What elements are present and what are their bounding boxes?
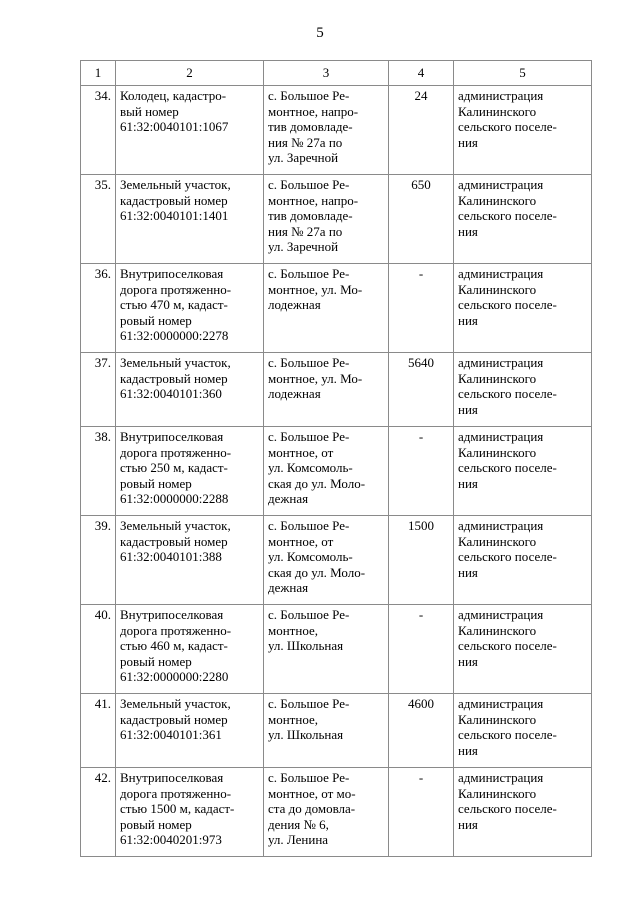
object-name-cell-line: ровый номер [120, 312, 192, 328]
owner-cell-line: ния [458, 816, 478, 832]
owner-cell-line: ния [458, 223, 478, 239]
object-name-cell-line: ровый номер [120, 475, 192, 491]
location-cell-line: дения № 6, [268, 816, 329, 832]
column-header-number: 1 [81, 61, 116, 86]
object-name-cell-line: Внутрипоселковая [120, 266, 224, 281]
owner-cell-line: Калининского [458, 444, 537, 460]
object-name-cell-line: 61:32:0040101:388 [120, 549, 222, 565]
object-name-cell-line: Земельный участок, [120, 696, 231, 711]
object-name-cell-line: 61:32:0040101:360 [120, 386, 222, 402]
owner-cell-line: сельского поселе- [458, 801, 557, 817]
location-cell [264, 768, 389, 857]
owner-cell-line: ния [458, 312, 478, 328]
extent-cell: - [389, 605, 454, 694]
location-cell-line: монтное, от [268, 533, 334, 549]
row-number: 39. [81, 516, 116, 605]
object-name-cell [116, 605, 264, 694]
owner-cell-line: ния [458, 401, 478, 417]
owner-cell-line: администрация [458, 355, 544, 370]
owner-cell-line: администрация [458, 696, 544, 711]
table-row [81, 86, 592, 175]
location-cell-line: ул. Ленина [268, 832, 329, 848]
location-cell-line: с. Большое Ре- [268, 607, 350, 622]
table-header [81, 61, 592, 86]
location-cell [264, 86, 389, 175]
object-name-cell-line: Внутрипоселковая [120, 770, 224, 785]
owner-cell-line: Калининского [458, 192, 537, 208]
object-name-cell-line: дорога протяженно- [120, 281, 232, 297]
row-number: 41. [81, 694, 116, 768]
object-name-cell [116, 264, 264, 353]
row-number: 38. [81, 427, 116, 516]
object-name-cell-line: 61:32:0040101:1401 [120, 208, 229, 224]
object-name-cell [116, 353, 264, 427]
object-name-cell [116, 694, 264, 768]
extent-cell: 1500 [389, 516, 454, 605]
owner-cell-line: ния [458, 475, 478, 491]
location-cell-line: лодежная [268, 297, 321, 313]
row-number: 36. [81, 264, 116, 353]
location-cell-line: с. Большое Ре- [268, 355, 350, 370]
object-name-cell-line: кадастровый номер [120, 711, 228, 727]
object-name-cell-line: Внутрипоселковая [120, 429, 224, 444]
location-cell-line: монтное, напро- [268, 103, 359, 119]
location-cell-line: ул. Школьная [268, 638, 344, 654]
location-cell-line: монтное, ул. Мо- [268, 370, 363, 386]
owner-cell-line: администрация [458, 429, 544, 444]
object-name-cell-line: Земельный участок, [120, 518, 231, 533]
owner-cell [454, 264, 592, 353]
location-cell-line: с. Большое Ре- [268, 177, 350, 192]
object-name-cell-line: ровый номер [120, 816, 192, 832]
extent-cell: - [389, 427, 454, 516]
column-header-name: 2 [116, 61, 264, 86]
location-cell-line: монтное, [268, 622, 319, 638]
table-row [81, 264, 592, 353]
owner-cell-line: Калининского [458, 622, 537, 638]
owner-cell-line: Калининского [458, 785, 537, 801]
location-cell-line: с. Большое Ре- [268, 266, 350, 281]
owner-cell [454, 768, 592, 857]
extent-cell: - [389, 768, 454, 857]
location-cell-line: с. Большое Ре- [268, 696, 350, 711]
object-name-cell-line: дорога протяженно- [120, 622, 232, 638]
location-cell-line: ния № 27а по [268, 223, 343, 239]
table-row [81, 605, 592, 694]
owner-cell-line: ния [458, 653, 478, 669]
object-name-cell-line: 61:32:0040201:973 [120, 832, 222, 848]
owner-cell [454, 605, 592, 694]
object-name-cell-line: 61:32:0000000:2280 [120, 669, 229, 685]
column-header-location: 3 [264, 61, 389, 86]
row-number: 34. [81, 86, 116, 175]
owner-cell-line: сельского поселе- [458, 549, 557, 565]
owner-cell [454, 516, 592, 605]
location-cell-line: ул. Школьная [268, 727, 344, 743]
location-cell-line: ния № 27а по [268, 134, 343, 150]
location-cell-line: ул. Заречной [268, 150, 339, 166]
row-number: 35. [81, 175, 116, 264]
location-cell [264, 605, 389, 694]
object-name-cell [116, 175, 264, 264]
object-name-cell-line: кадастровый номер [120, 370, 228, 386]
location-cell-line: монтное, [268, 711, 319, 727]
row-number: 42. [81, 768, 116, 857]
column-header-owner: 5 [454, 61, 592, 86]
owner-cell-line: Калининского [458, 533, 537, 549]
table-row [81, 427, 592, 516]
owner-cell-line: сельского поселе- [458, 386, 557, 402]
owner-cell-line: администрация [458, 770, 544, 785]
location-cell-line: с. Большое Ре- [268, 88, 350, 103]
owner-cell-line: администрация [458, 88, 544, 103]
owner-cell-line: сельского поселе- [458, 460, 557, 476]
object-name-cell-line: кадастровый номер [120, 192, 228, 208]
owner-cell-line: сельского поселе- [458, 119, 557, 135]
location-cell-line: тив домовладе- [268, 119, 353, 135]
location-cell-line: ул. Комсомоль- [268, 549, 353, 565]
location-cell [264, 175, 389, 264]
location-cell [264, 264, 389, 353]
object-name-cell-line: стью 250 м, кадаст- [120, 460, 228, 476]
owner-cell [454, 175, 592, 264]
header-row [81, 61, 592, 86]
owner-cell-line: сельского поселе- [458, 638, 557, 654]
owner-cell-line: администрация [458, 607, 544, 622]
object-name-cell-line: Внутрипоселковая [120, 607, 224, 622]
object-name-cell [116, 768, 264, 857]
table-row [81, 353, 592, 427]
owner-cell-line: администрация [458, 266, 544, 281]
location-cell-line: лодежная [268, 386, 321, 402]
location-cell-line: ста до домовла- [268, 801, 356, 817]
owner-cell-line: Калининского [458, 103, 537, 119]
object-name-cell-line: 61:32:0000000:2288 [120, 491, 229, 507]
owner-cell-line: сельского поселе- [458, 297, 557, 313]
owner-cell [454, 86, 592, 175]
object-name-cell-line: дорога протяженно- [120, 444, 232, 460]
owner-cell-line: сельского поселе- [458, 727, 557, 743]
table-row [81, 175, 592, 264]
owner-cell-line: ния [458, 742, 478, 758]
location-cell [264, 516, 389, 605]
location-cell-line: монтное, от [268, 444, 334, 460]
row-number: 37. [81, 353, 116, 427]
owner-cell-line: Калининского [458, 281, 537, 297]
extent-cell: - [389, 264, 454, 353]
object-name-cell-line: Колодец, кадастро- [120, 88, 227, 103]
property-registry-table [80, 60, 592, 857]
owner-cell-line: Калининского [458, 711, 537, 727]
location-cell [264, 694, 389, 768]
object-name-cell-line: ровый номер [120, 653, 192, 669]
column-header-extent: 4 [389, 61, 454, 86]
location-cell-line: с. Большое Ре- [268, 770, 350, 785]
object-name-cell-line: вый номер [120, 103, 179, 119]
object-name-cell-line: кадастровый номер [120, 533, 228, 549]
owner-cell [454, 694, 592, 768]
extent-cell: 650 [389, 175, 454, 264]
location-cell-line: дежная [268, 491, 309, 507]
location-cell-line: монтное, напро- [268, 192, 359, 208]
location-cell-line: ул. Комсомоль- [268, 460, 353, 476]
location-cell-line: монтное, от мо- [268, 785, 356, 801]
location-cell-line: с. Большое Ре- [268, 429, 350, 444]
page-number: 5 [316, 25, 324, 41]
object-name-cell-line: Земельный участок, [120, 177, 231, 192]
owner-cell-line: ния [458, 564, 478, 580]
object-name-cell-line: стью 460 м, кадаст- [120, 638, 228, 654]
row-number: 40. [81, 605, 116, 694]
object-name-cell-line: стью 470 м, кадаст- [120, 297, 228, 313]
location-cell-line: тив домовладе- [268, 208, 353, 224]
extent-cell: 24 [389, 86, 454, 175]
owner-cell-line: администрация [458, 518, 544, 533]
owner-cell-line: администрация [458, 177, 544, 192]
table-row [81, 694, 592, 768]
location-cell-line: дежная [268, 580, 309, 596]
object-name-cell-line: Земельный участок, [120, 355, 231, 370]
location-cell-line: ул. Заречной [268, 239, 339, 255]
object-name-cell [116, 516, 264, 605]
location-cell [264, 353, 389, 427]
object-name-cell-line: 61:32:0040101:361 [120, 727, 222, 743]
location-cell-line: с. Большое Ре- [268, 518, 350, 533]
object-name-cell-line: дорога протяженно- [120, 785, 232, 801]
owner-cell [454, 427, 592, 516]
location-cell-line: ская до ул. Моло- [268, 564, 366, 580]
object-name-cell-line: 61:32:0040101:1067 [120, 119, 229, 135]
object-name-cell [116, 427, 264, 516]
table-body [81, 86, 592, 857]
location-cell-line: ская до ул. Моло- [268, 475, 366, 491]
owner-cell-line: Калининского [458, 370, 537, 386]
owner-cell-line: сельского поселе- [458, 208, 557, 224]
extent-cell: 4600 [389, 694, 454, 768]
table-row [81, 768, 592, 857]
object-name-cell-line: стью 1500 м, кадаст- [120, 801, 235, 817]
location-cell [264, 427, 389, 516]
object-name-cell-line: 61:32:0000000:2278 [120, 328, 229, 344]
owner-cell [454, 353, 592, 427]
object-name-cell [116, 86, 264, 175]
location-cell-line: монтное, ул. Мо- [268, 281, 363, 297]
owner-cell-line: ния [458, 134, 478, 150]
extent-cell: 5640 [389, 353, 454, 427]
table-row [81, 516, 592, 605]
